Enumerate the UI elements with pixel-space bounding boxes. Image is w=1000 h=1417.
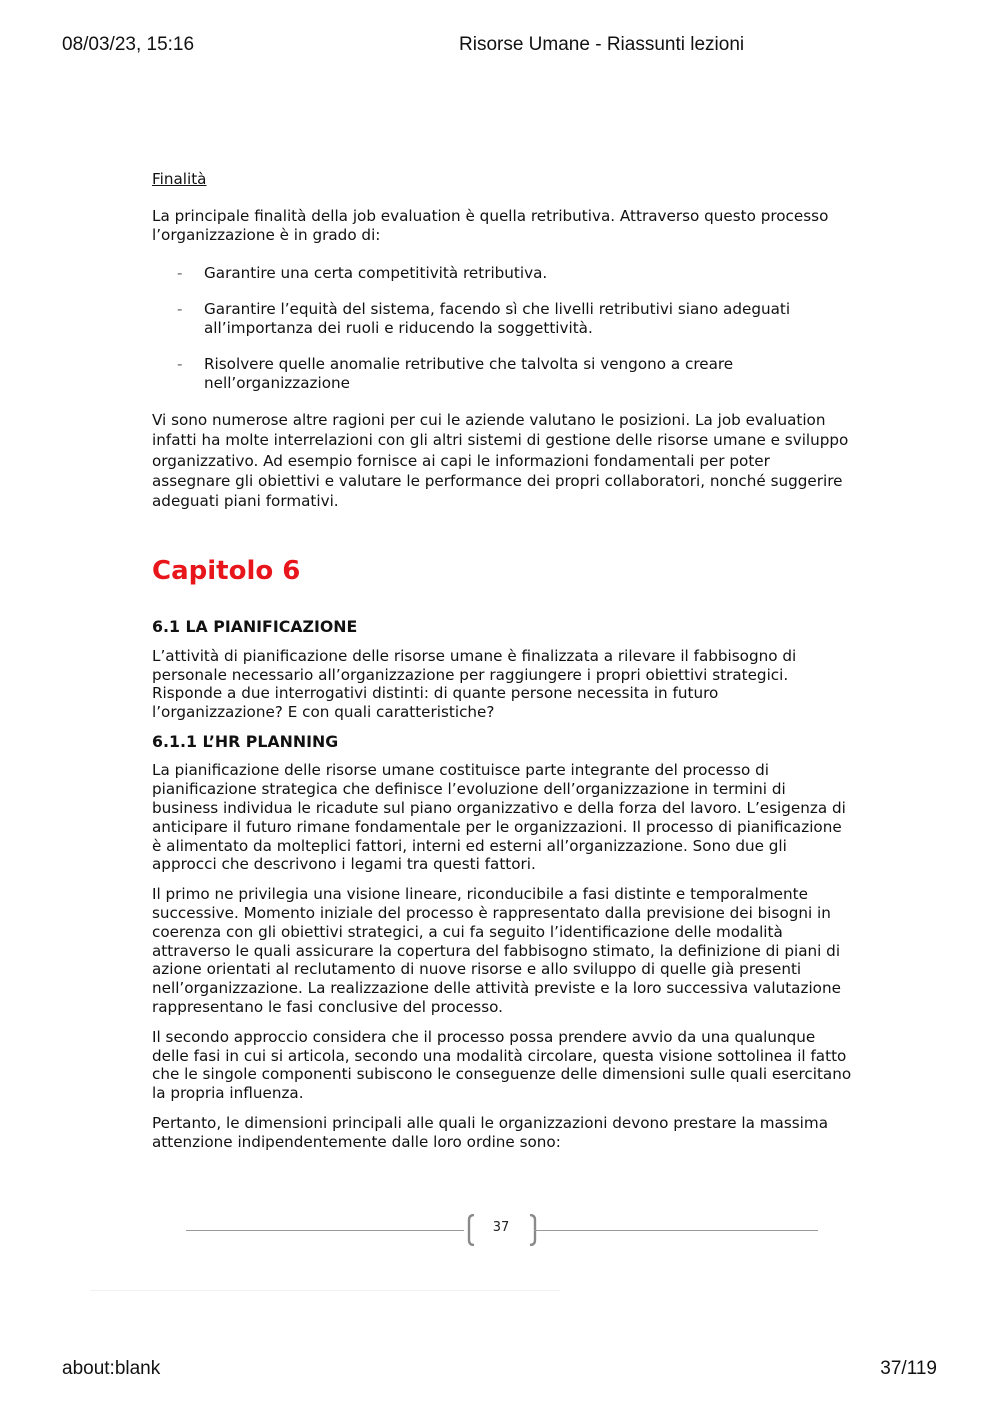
hr-planning-paragraph-3: Il secondo approccio considera che il processo possa prendere avvio da una qualunque delle fasi in cui si articola, secondo una modalità circolare, questa visione sottolinea il fatto che le singole componenti subiscono le conseguenze delle dimensioni sulle quali esercitano la propria influenza. <box>152 1027 852 1103</box>
hr-planning-paragraph-4: Pertanto, le dimensioni principali alle quali le organizzazioni devono prestare la massima attenzione indipendentemente dalle loro ordine sono: <box>152 1114 828 1151</box>
intro-paragraph: La principale finalità della job evaluation è quella retributiva. Attraverso questo processo l’organizzazione è in grado di: <box>152 207 829 244</box>
divider <box>90 1290 560 1291</box>
footer-rule-left <box>186 1230 464 1231</box>
list-item <box>152 300 852 338</box>
list-item <box>152 264 852 283</box>
bullet-text: Garantire l’equità del sistema, facendo sì che livelli retributivi siano adeguati all’importanza dei ruoli e riducendo la soggettività. <box>204 300 791 337</box>
document-body <box>152 170 852 1163</box>
print-footer <box>0 1358 1000 1382</box>
subheading-finalita: Finalità <box>152 170 207 188</box>
section-paragraph: L’attività di pianificazione delle risorse umane è finalizzata a rilevare il fabbisogno di personale necessario all’organizzazione per raggiungere i propri obiettivi strategici. Risponde a due interrogativi distinti: di quante persone necessita in futuro l’organizzazione? E con quali caratteristiche? <box>152 647 797 721</box>
print-url: about:blank <box>62 1358 161 1379</box>
bullet-text: Risolvere quelle anomalie retributive che talvolta si vengono a creare nell’organizzazione <box>204 355 734 392</box>
bullet-marker: - <box>177 355 183 373</box>
hr-planning-paragraph-1: La pianificazione delle risorse umane costituisce parte integrante del processo di pianificazione strategica che definisce l’evoluzione dell’organizzazione in termini di business individua le ricadute sul piano organizzativo e della forza del lavoro. L’esigenza di anticipare il futuro rimane fondamentale per le organizzazioni. Il processo di pianificazione è alimentato da molteplici fattori, interni ed esterni all’organizzazione. Sono due gli approcci che descrivono i legami tra questi fattori. <box>152 761 846 874</box>
page-number-footer <box>186 1214 818 1248</box>
left-bracket-icon <box>466 1214 476 1246</box>
print-title: Risorse Umane - Riassunti lezioni <box>459 34 745 55</box>
bullet-marker: - <box>177 264 183 282</box>
chapter-title: Capitolo 6 <box>152 556 301 587</box>
footer-rule-right <box>534 1230 818 1231</box>
bullet-list <box>152 264 852 393</box>
job-evaluation-paragraph: Vi sono numerose altre ragioni per cui le aziende valutano le posizioni. La job evaluation infatti ha molte interrelazioni con gli altri sistemi di gestione delle risorse umane e sviluppo organizzativo. Ad esempio fornisce ai capi le informazioni fondamentali per poter assegnare gli obiettivi e valutare le performance dei propri collaboratori, nonché suggerire adeguati piani formativi. <box>152 411 849 511</box>
hr-planning-paragraph-2: Il primo ne privilegia una visione lineare, riconducibile a fasi distinte e temporalmente successive. Momento iniziale del processo è rappresentato dalla previsione dei bisogni in coerenza con gli obiettivi strategici, a cui fa seguito l’identificazione delle modalità attraverso le quali assicurare la copertura del fabbisogno stimato, la definizione di piani di azione orientati al reclutamento di nuove risorse e allo sviluppo di quelle già presenti nell’organizzazione. La realizzazione delle attività previste e la loro successiva valutazione rappresentano le fasi conclusive del processo. <box>152 885 841 1017</box>
print-header <box>0 34 1000 58</box>
print-page-counter: 37/119 <box>880 1358 937 1379</box>
page-number: 37 <box>492 1220 510 1235</box>
print-datetime: 08/03/23, 15:16 <box>62 34 195 55</box>
bullet-text: Garantire una certa competitività retributiva. <box>204 264 548 282</box>
bullet-marker: - <box>177 300 183 318</box>
subsection-title: 6.1.1 L’HR PLANNING <box>152 732 339 752</box>
list-item <box>152 355 852 393</box>
section-title: 6.1 LA PIANIFICAZIONE <box>152 617 358 637</box>
